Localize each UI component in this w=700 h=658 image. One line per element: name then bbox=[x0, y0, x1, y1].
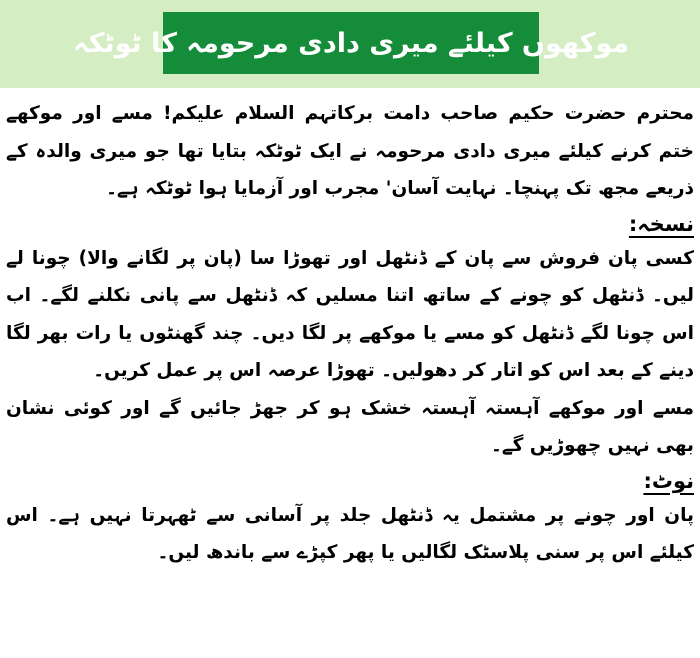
note-heading: نوٹ: bbox=[643, 468, 694, 493]
intro-paragraph: محترم حضرت حکیم صاحب دامت برکاتہم السلام علیکم! مسے اور موکھے ختم کرنے کیلئے میری دادی مرحومہ نے ایک ٹوٹکہ بتایا تھا جو میری والدہ کے ذریعے مجھ تک پہنچا۔ نہایت آسان' مجرب اور آزمایا ہوا ٹوٹکہ ہے۔ bbox=[6, 103, 694, 199]
title-band bbox=[0, 0, 700, 88]
note-paragraph: پان اور چونے پر مشتمل یہ ڈنٹھل جلد پر آسانی سے ٹھہرتا نہیں ہے۔ اس کیلئے اس پر سنی پلاسٹک لگالیں یا پھر کپڑے سے باندھ لیں۔ bbox=[6, 504, 694, 563]
recipe-heading: نسخہ: bbox=[628, 211, 694, 236]
title-box bbox=[72, 12, 630, 74]
page-title: موکھوں کیلئے میری دادی مرحومہ کا ٹوٹکہ bbox=[72, 27, 630, 59]
recipe-paragraph-2: مسے اور موکھے آہستہ آہستہ خشک ہو کر جھڑ جائیں گے اور کوئی نشان بھی نہیں چھوڑیں گے۔ bbox=[6, 397, 694, 456]
article-body bbox=[6, 95, 694, 572]
recipe-paragraph-1: کسی پان فروش سے پان کے ڈنٹھل اور تھوڑا سا (پان پر لگانے والا) چونا لے لیں۔ ڈنٹھل کو چونے کے ساتھ اتنا مسلیں کہ ڈنٹھل سے پانی نکلنے لگے۔ اب اس چونا لگے ڈنٹھل کو مسے یا موکھے پر لگا دیں۔ چند گھنٹوں یا رات بھر لگا دینے کے بعد اس کو اتار کر دھولیں۔ تھوڑا عرصہ اس پر عمل کریں۔ bbox=[6, 247, 694, 381]
